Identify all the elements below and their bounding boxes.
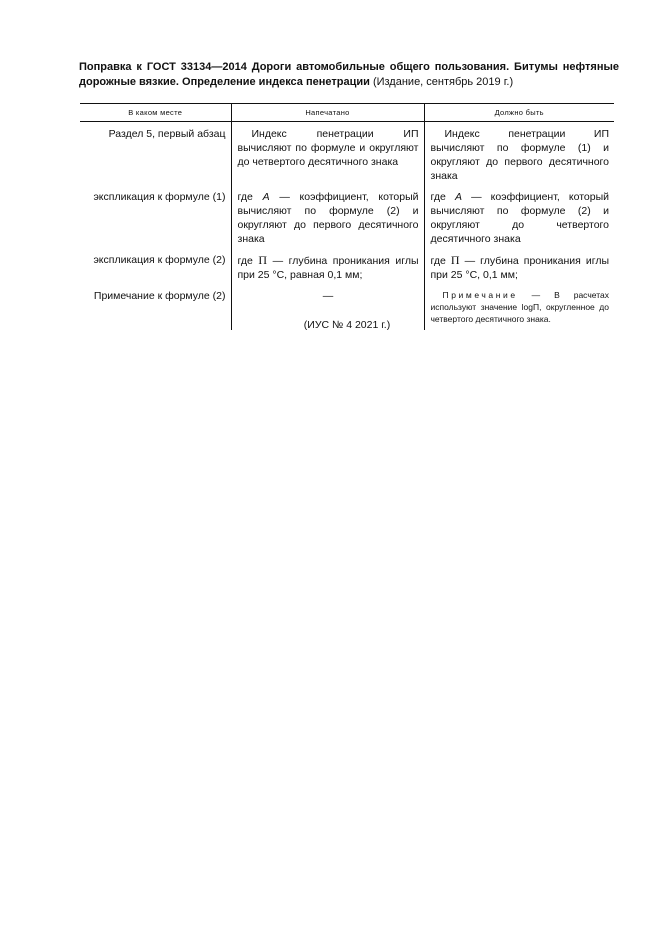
table-header-row [80,104,614,122]
header-correct: Должно быть [424,104,614,122]
symbol-p: П [258,253,268,267]
symbol-a: A [454,191,462,203]
text-body: — глубина проникания иглы при 25 °С, 0,1 мм; [430,255,610,281]
row-place: Примечание к формуле (2) [93,290,226,302]
note-text: — В расчетах используют значение logП, округленное до четвертого десятичного знака. [430,290,609,324]
row-correct: Индекс пенетрации ИП вычисляют по формуле (1) и округляют до первого десятичного знака [424,122,614,189]
row-printed [231,188,424,251]
heading-title: Поправка к ГОСТ 33134—2014 Дороги автомобильные общего пользования. Битумы нефтяные дорожные вязкие. Определение индекса пенетрации [79,61,619,88]
row-place: экспликация к формуле (2) [93,254,226,266]
row-printed [231,251,424,287]
text-body: — глубина проникания иглы при 25 °С, равная 0,1 мм; [237,255,419,281]
note-label: Примечание [442,290,518,300]
amendment-heading [79,60,619,90]
table-row [80,188,614,251]
text-body: — коэффициент, который вычисляют по формуле (2) и округляют до первого десятичного знака [237,191,419,245]
heading-edition: (Издание, сентябрь 2019 г.) [372,76,514,88]
publication-note: (ИУС № 4 2021 г.) [303,319,391,331]
text-prefix: где [237,191,253,203]
row-correct [424,251,614,287]
text-prefix: где [430,255,446,267]
header-printed: Напечатано [231,104,424,122]
table-row [80,251,614,287]
row-correct [424,188,614,251]
text-body: — коэффициент, который вычисляют по формуле (2) и округляют до четвертого десятичного знака [430,191,609,245]
amendment-table [80,103,614,330]
row-printed: — [231,287,424,330]
text-prefix: где [430,191,446,203]
row-place: экспликация к формуле (1) [93,191,226,203]
symbol-a: A [262,191,270,203]
table-row [80,122,614,189]
row-printed: Индекс пенетрации ИП вычисляют по формуле и округляют до четвертого десятичного знака [231,122,424,189]
symbol-p: П [450,253,460,267]
header-place: В каком месте [80,104,231,122]
text-prefix: где [237,255,253,267]
row-place: Раздел 5, первый абзац [108,128,226,140]
